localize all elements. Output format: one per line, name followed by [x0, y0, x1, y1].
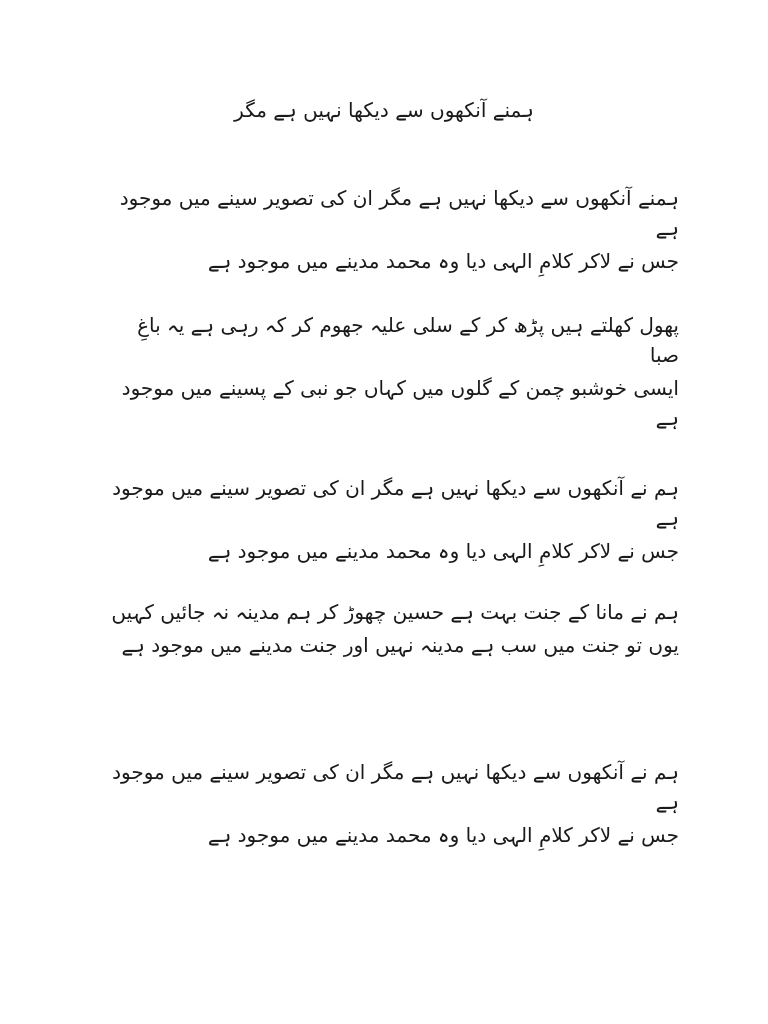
verse-line: یوں تو جنت میں سب ہے مدینہ نہیں اور جنت مدینے میں موجود ہے [121, 633, 679, 657]
stanza [105, 183, 679, 276]
verse-line: جس نے لاکر کلامِ الہی دیا وہ محمد مدینے میں موجود ہے [207, 249, 679, 273]
verse-line: پھول کھلتے ہیں پڑھ کر کے سلی علیہ جھوم کر کہ رہی ہے یہ باغِ صبا [137, 313, 679, 367]
poem-title: ہمنے آنکھوں سے دیکھا نہیں ہے مگر [234, 98, 534, 122]
verse-line: جس نے لاکر کلامِ الہی دیا وہ محمد مدینے میں موجود ہے [207, 823, 679, 847]
stanza [105, 473, 679, 566]
verse-line: ایسی خوشبو چمن کے گلوں میں کہاں جو نبی کے پسینے میں موجود ہے [121, 376, 679, 430]
stanza [105, 597, 679, 660]
verse-line: ہم نے مانا کے جنت بہت ہے حسین چھوڑ کر ہم مدینہ نہ جائیں کہیں [111, 600, 679, 624]
stanza [105, 757, 679, 850]
verse-line: ہم نے آنکھوں سے دیکھا نہیں ہے مگر ان کی تصویر سینے میں موجود ہے [112, 476, 679, 530]
verse-line: ہم نے آنکھوں سے دیکھا نہیں ہے مگر ان کی تصویر سینے میں موجود ہے [112, 760, 679, 814]
verse-line: ہمنے آنکھوں سے دیکھا نہیں ہے مگر ان کی تصویر سینے میں موجود ہے [119, 186, 679, 240]
stanza [105, 310, 679, 433]
verse-line: جس نے لاکر کلامِ الہی دیا وہ محمد مدینے میں موجود ہے [207, 539, 679, 563]
